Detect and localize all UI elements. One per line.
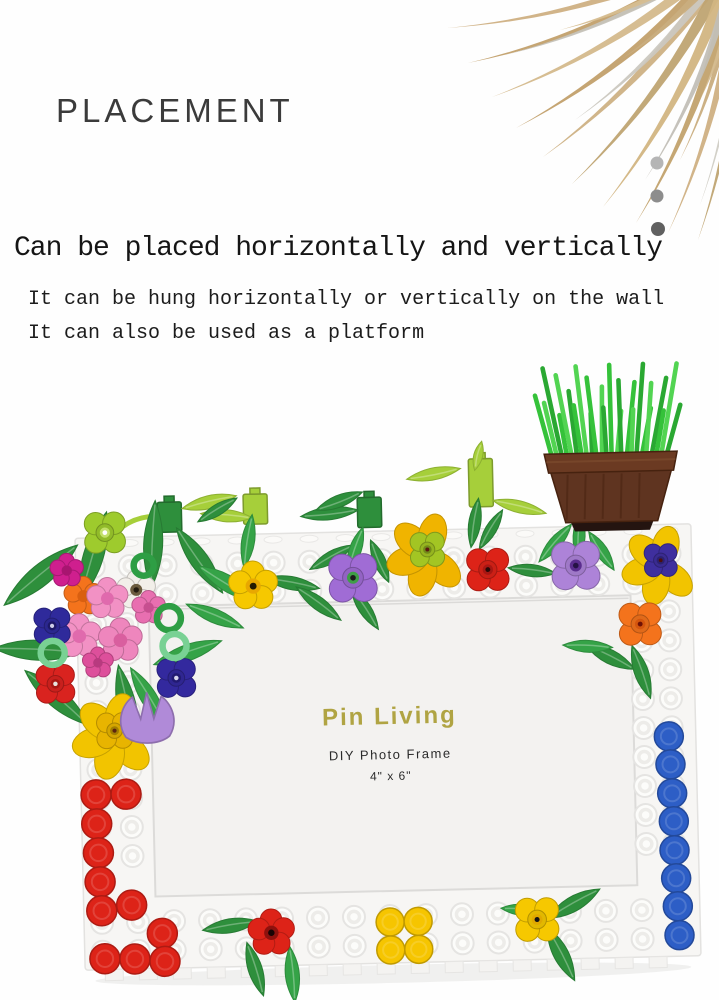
round-stud (663, 891, 693, 921)
flower (84, 512, 126, 554)
frame-brand-text: Pin Living (321, 701, 458, 732)
round-stud (404, 935, 433, 964)
flower (515, 897, 559, 941)
grass-blade (609, 365, 612, 461)
round-stud (654, 722, 684, 752)
round-stud (656, 750, 686, 780)
round-stud (659, 806, 689, 836)
dot (651, 190, 664, 203)
round-stud (147, 918, 178, 949)
flower (120, 692, 174, 744)
round-stud (665, 920, 695, 950)
round-stud (83, 838, 114, 869)
flower (466, 548, 509, 591)
flower (157, 658, 196, 697)
round-stud (81, 780, 112, 811)
round-stud (660, 835, 690, 865)
round-stud (376, 936, 405, 965)
grass-blade (618, 380, 621, 460)
dots-decoration (651, 157, 666, 237)
flower (551, 541, 600, 590)
round-stud (86, 895, 117, 926)
frame-product-text: DIY Photo Frame (328, 745, 452, 764)
claim-line: It can also be used as a platform (28, 322, 425, 345)
round-stud (657, 778, 687, 808)
round-stud (81, 809, 112, 840)
palm-leaf-icon (447, 0, 719, 240)
claim-line: It can be hung horizontally or vertically on the wall (28, 288, 665, 311)
dot (651, 157, 664, 170)
frame-center-label (239, 700, 541, 787)
round-stud (116, 890, 147, 921)
page-title: PLACEMENT (56, 92, 294, 129)
round-stud (111, 779, 142, 810)
plant-stem-brick (357, 491, 382, 528)
photo-frame-scene (0, 363, 709, 1000)
round-stud (85, 866, 116, 897)
flower (328, 553, 377, 602)
round-stud (661, 863, 691, 893)
flower-pot (544, 451, 679, 532)
round-stud (120, 944, 151, 975)
flower (36, 664, 75, 703)
leaf (405, 463, 461, 486)
round-stud (150, 946, 181, 977)
round-stud (376, 908, 405, 937)
round-stud (90, 943, 121, 974)
round-stud (404, 907, 433, 936)
claims-heading: Can be placed horizontally and vertically (14, 233, 662, 264)
flower (619, 603, 662, 646)
brick-frame (0, 363, 709, 1000)
frame-size-text: 4" x 6" (369, 768, 412, 784)
